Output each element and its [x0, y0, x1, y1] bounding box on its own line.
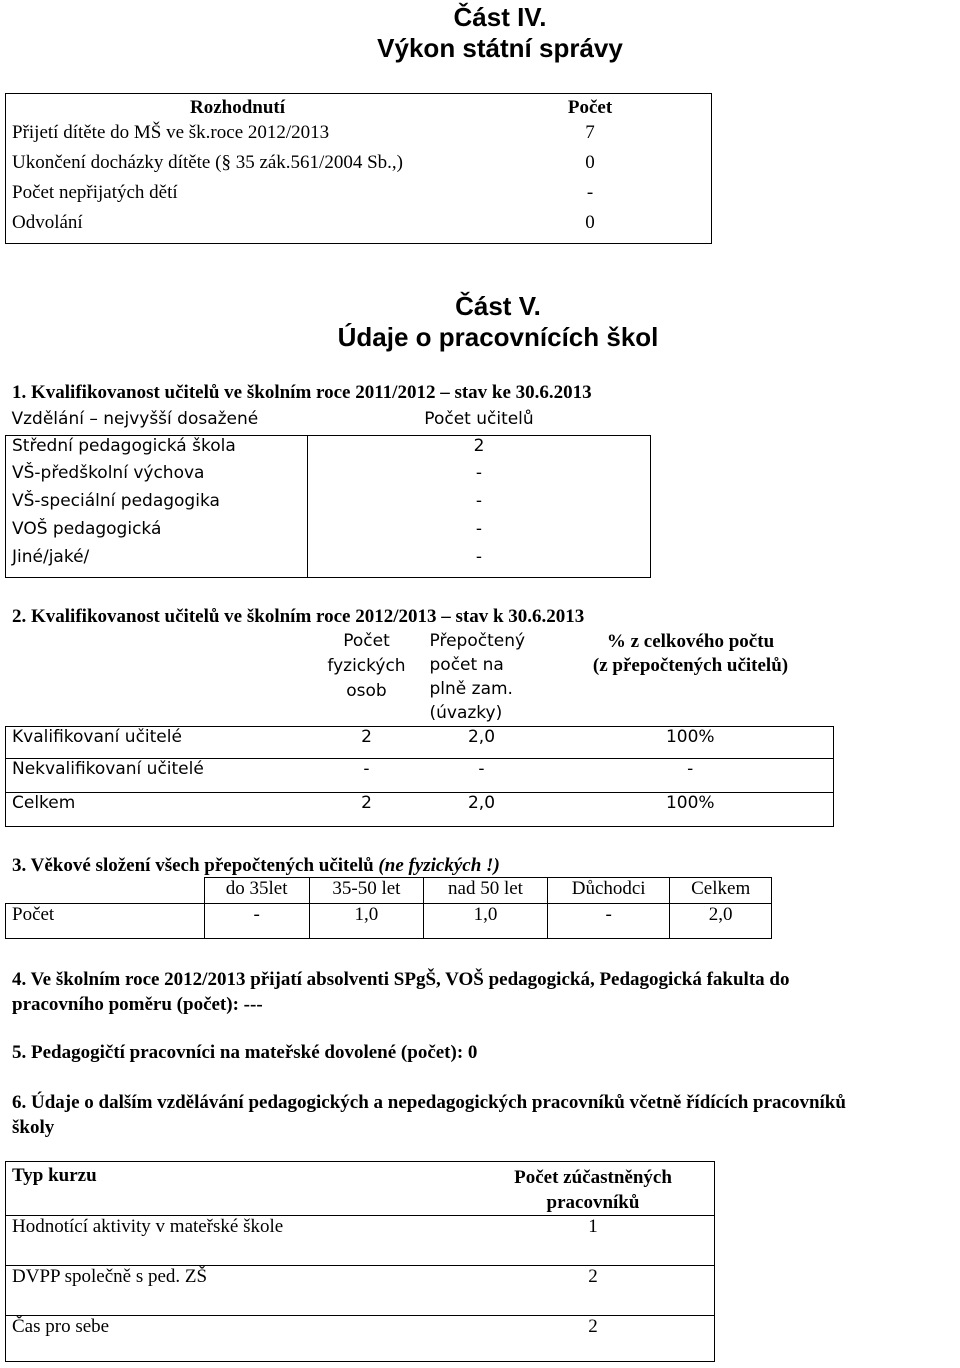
row-label: Počet nepřijatých dětí — [12, 181, 178, 203]
row-physical: 2 — [361, 726, 372, 747]
row-label: DVPP společně s ped. ZŠ — [12, 1266, 208, 1287]
table-row — [6, 435, 651, 463]
row-label: VOŠ pedagogická — [6, 519, 308, 547]
part5-title — [298, 291, 698, 353]
row-value: 2 — [308, 435, 651, 463]
header-count: Počet — [567, 97, 613, 118]
part4-title — [300, 2, 700, 64]
row-label: Odvolání — [12, 211, 83, 233]
row-value: 2 — [588, 1316, 598, 1337]
header-participants-line: Počet zúčastněných — [514, 1167, 672, 1188]
header-participants-line: pracovníků — [546, 1192, 640, 1213]
row-label: Přijetí dítěte do MŠ ve šk.roce 2012/2013 — [12, 121, 330, 143]
row-value: 0 — [585, 151, 595, 173]
header-age: Důchodci — [547, 878, 669, 904]
row-converted: 2,0 — [467, 726, 496, 747]
header-converted-line: plně zam. — [429, 679, 513, 699]
row-converted: 2,0 — [467, 792, 496, 813]
header-percent-line: % z celkového počtu — [606, 631, 775, 652]
table-row — [6, 1216, 715, 1266]
header-physical — [318, 628, 416, 726]
qualification-2013-table — [5, 628, 834, 827]
table-header-row — [6, 878, 772, 904]
part4-title-line2: Výkon státní správy — [377, 33, 623, 63]
row-percent: 100% — [548, 726, 834, 758]
section3-heading-note: (ne fyzických !) — [378, 855, 500, 876]
training-table — [5, 1161, 715, 1362]
table-row — [6, 122, 712, 152]
row-label: Střední pedagogická škola — [6, 435, 308, 463]
row-value: 0 — [585, 211, 595, 233]
table-header-row — [6, 628, 834, 726]
row-label: Nekvalifikovaní učitelé — [6, 758, 318, 792]
header-education: Vzdělání – nejvyšší dosažené — [11, 409, 259, 429]
table-row — [6, 182, 712, 212]
section4-line: pracovního poměru (počet): --- — [12, 994, 263, 1015]
section6-line: 6. Údaje o dalším vzdělávání pedagogických a nepedagogických pracovníků včetně řídících pracovníků — [12, 1092, 846, 1113]
row-value: - — [308, 519, 651, 547]
table-row — [6, 463, 651, 491]
row-label: Kvalifikovaní učitelé — [6, 726, 318, 758]
row-label: Počet — [6, 904, 205, 939]
row-value: 1 — [588, 1216, 598, 1237]
table-row — [6, 152, 712, 182]
header-physical-line: Počet — [343, 631, 390, 651]
header-physical-line: osob — [346, 681, 387, 701]
row-value: 1,0 — [309, 904, 423, 939]
section6-line: školy — [12, 1117, 55, 1138]
header-empty — [6, 878, 205, 904]
part5-title-line1: Část V. — [455, 291, 541, 321]
age-table — [5, 877, 772, 939]
row-value: - — [308, 547, 651, 577]
table-header-row — [6, 1162, 715, 1216]
table-row — [6, 726, 834, 758]
header-converted-line: (úvazky) — [429, 703, 503, 723]
header-age: nad 50 let — [424, 878, 548, 904]
table-header-row — [6, 407, 651, 435]
section3-heading — [12, 855, 500, 877]
table-row — [6, 519, 651, 547]
header-empty — [6, 628, 318, 726]
table-row — [6, 1316, 715, 1362]
section6-heading — [12, 1090, 846, 1140]
table-row — [6, 904, 772, 939]
row-value: - — [547, 904, 669, 939]
header-converted-line: počet na — [429, 655, 504, 675]
row-physical: - — [363, 758, 370, 779]
row-physical: 2 — [361, 792, 372, 813]
qualification-table — [5, 407, 651, 578]
row-percent: 100% — [548, 792, 834, 826]
header-age: Celkem — [670, 878, 772, 904]
table-row — [6, 491, 651, 519]
row-value: - — [308, 491, 651, 519]
row-value: 2 — [588, 1266, 598, 1287]
row-label: VŠ-předškolní výchova — [6, 463, 308, 491]
table-row — [6, 212, 712, 244]
row-value: 1,0 — [424, 904, 548, 939]
table-row — [6, 792, 834, 826]
row-label: Hodnotící aktivity v mateřské škole — [12, 1216, 284, 1237]
table-header-row — [6, 94, 712, 122]
row-value: 2,0 — [670, 904, 772, 939]
header-age: 35-50 let — [309, 878, 423, 904]
table-row — [6, 1266, 715, 1316]
header-course-type: Typ kurzu — [12, 1165, 97, 1186]
row-value: - — [586, 181, 594, 203]
row-label: Celkem — [6, 792, 318, 826]
header-converted-line: Přepočtený — [429, 631, 526, 651]
header-percent-line: (z přepočtených učitelů) — [592, 655, 789, 676]
row-value: - — [204, 904, 309, 939]
row-label: VŠ-speciální pedagogika — [6, 491, 308, 519]
part5-title-line2: Údaje o pracovnících škol — [337, 322, 659, 352]
row-label: Čas pro sebe — [12, 1316, 110, 1337]
header-decision: Rozhodnutí — [189, 97, 286, 118]
row-label: Jiné/jaké/ — [6, 547, 308, 577]
section2-heading: 2. Kvalifikovanost učitelů ve školním roce 2012/2013 – stav k 30.6.2013 — [12, 606, 585, 627]
row-converted: - — [478, 758, 485, 779]
header-converted — [416, 628, 548, 726]
header-teacher-count: Počet učitelů — [424, 409, 534, 429]
row-value: - — [308, 463, 651, 491]
header-age: do 35let — [204, 878, 309, 904]
part4-title-line1: Část IV. — [453, 2, 547, 32]
section4-line: 4. Ve školním roce 2012/2013 přijatí absolventi SPgŠ, VOŠ pedagogická, Pedagogická fakulta do — [12, 969, 790, 990]
header-participants — [472, 1162, 715, 1216]
table-row — [6, 758, 834, 792]
header-percent — [548, 628, 834, 726]
header-physical-line: fyzických — [327, 656, 406, 676]
section4-text — [12, 967, 789, 1017]
decisions-table — [5, 93, 712, 244]
section3-heading-main: 3. Věkové složení všech přepočtených učitelů — [12, 855, 379, 876]
row-label: Ukončení docházky dítěte (§ 35 zák.561/2004 Sb.,) — [12, 151, 403, 173]
row-value: 7 — [585, 121, 595, 143]
section5-text: 5. Pedagogičtí pracovníci na mateřské dovolené (počet): 0 — [12, 1042, 478, 1063]
row-percent: - — [548, 758, 834, 792]
table-row — [6, 547, 651, 577]
section1-heading: 1. Kvalifikovanost učitelů ve školním roce 2011/2012 – stav ke 30.6.2013 — [12, 382, 592, 403]
